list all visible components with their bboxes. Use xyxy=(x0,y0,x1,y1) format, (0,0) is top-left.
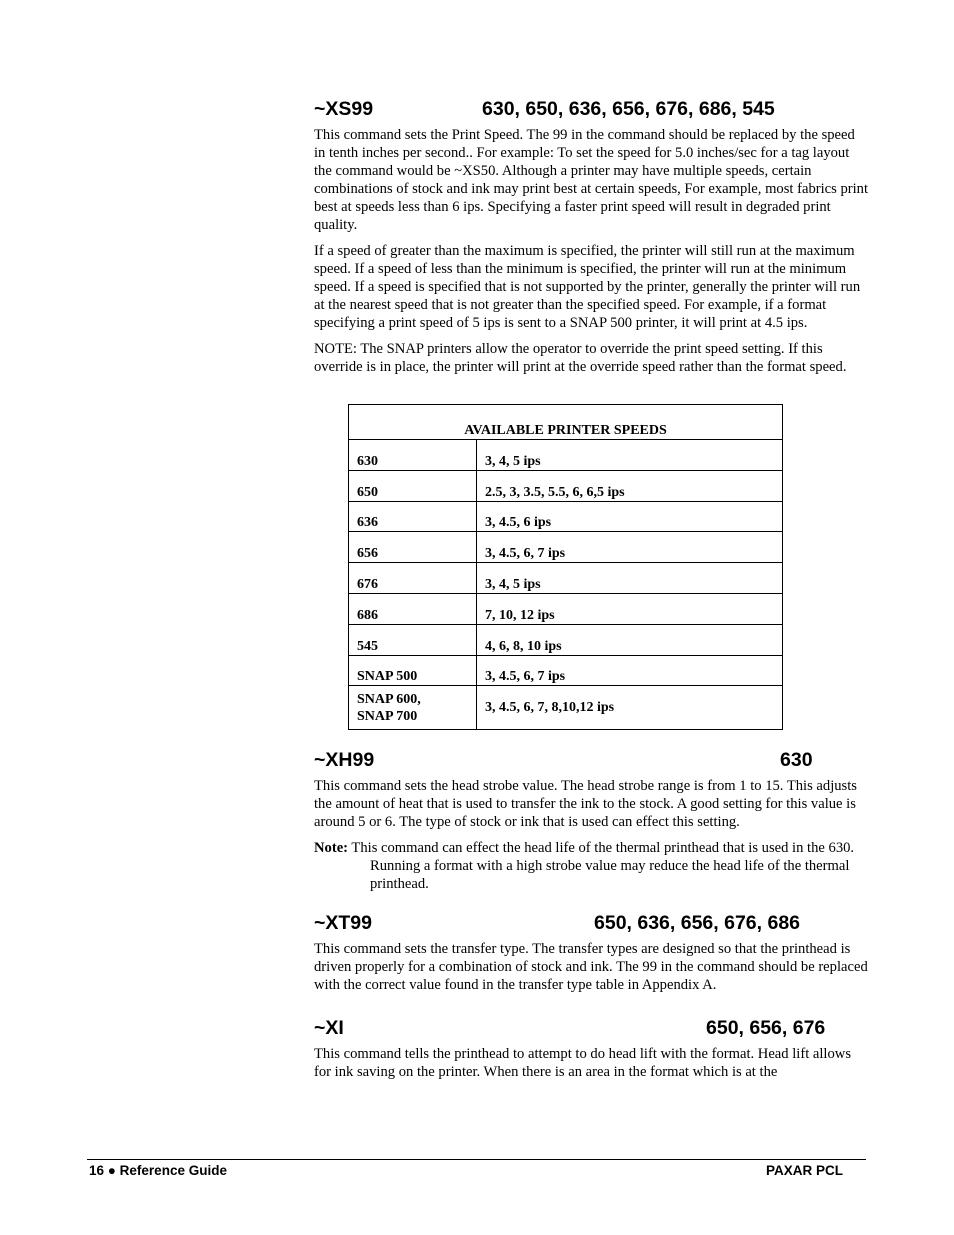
paragraph: This command sets the head strobe value. The head strobe range is from 1 to 15. This adjusts the amount of heat that is used to transfer the ink to the stock. A good setting for this value is around 5 or 6. The type of stock or ink that is used can effect this setting. xyxy=(314,778,857,831)
table-row xyxy=(349,563,783,594)
command-name: ~XH99 xyxy=(314,749,375,772)
supported-models: 630, 650, 636, 656, 676, 686, 545 xyxy=(482,98,775,120)
speeds-cell: 4, 6, 8, 10 ips xyxy=(477,624,783,655)
table-row xyxy=(349,532,783,563)
table-row xyxy=(349,501,783,532)
table-row xyxy=(349,624,783,655)
footer-doc-title: PAXAR PCL xyxy=(766,1163,844,1178)
supported-models: 650, 636, 656, 676, 686 xyxy=(594,912,801,935)
section-heading-xh99 xyxy=(314,746,869,774)
section-heading-xt99 xyxy=(314,909,869,937)
table-title: AVAILABLE PRINTER SPEEDS xyxy=(349,405,783,440)
model-line: SNAP 600, xyxy=(357,691,421,707)
table-row xyxy=(349,655,783,686)
paragraph: This command sets the Print Speed. The 99 in the command should be replaced by the speed in tenth inches per second.. For example: To set the speed for 5.0 inches/sec for a tag layout the command would be ~XS50. Although a printer may have multiple speeds, certain combinations of stock and ink may print best at certain speeds, For example, most fabrics print best at speeds less than 6 ips. Specifying a faster print speed will result in degraded print quality. xyxy=(314,127,869,233)
model-cell: SNAP 500 xyxy=(349,655,477,686)
speeds-cell: 3, 4, 5 ips xyxy=(477,563,783,594)
speeds-cell: 3, 4.5, 6, 7, 8,10,12 ips xyxy=(477,686,783,730)
model-cell: 686 xyxy=(349,593,477,624)
command-name: ~XI xyxy=(314,1017,344,1040)
paragraph: This command tells the printhead to attempt to do head lift with the format. Head lift allows for ink saving on the printer. When there is an area in the format which is at the xyxy=(314,1046,852,1081)
note-text: This command can effect the head life of the thermal printhead that is used in the 630. Running a format with a high strobe value may reduce the head life of the thermal printhead. xyxy=(348,840,855,893)
section-heading-xi xyxy=(314,1014,869,1042)
footer-divider xyxy=(87,1159,866,1160)
speeds-cell: 3, 4.5, 6, 7 ips xyxy=(477,655,783,686)
speeds-cell: 7, 10, 12 ips xyxy=(477,593,783,624)
note-label: Note: xyxy=(314,840,349,857)
paragraph: NOTE: The SNAP printers allow the operator to override the print speed setting. If this override is in place, the printer will print at the override speed rather than the format speed. xyxy=(314,341,847,375)
supported-models: 630 xyxy=(780,749,813,772)
table-row xyxy=(349,440,783,471)
model-cell: 650 xyxy=(349,470,477,501)
printer-speeds-table xyxy=(348,404,783,730)
note xyxy=(314,839,869,893)
model-cell xyxy=(349,686,477,730)
model-cell: 630 xyxy=(349,440,477,471)
model-line: SNAP 700 xyxy=(357,708,418,724)
speeds-cell: 2.5, 3, 3.5, 5.5, 6, 6,5 ips xyxy=(477,470,783,501)
table-row xyxy=(349,593,783,624)
paragraph: This command sets the transfer type. The transfer types are designed so that the printhead is driven properly for a combination of stock and ink. The 99 in the command should be replaced with the correct value found in the transfer type table in Appendix A. xyxy=(314,941,868,994)
footer-page-label: 16 ● Reference Guide xyxy=(89,1163,227,1178)
model-cell: 636 xyxy=(349,501,477,532)
speeds-cell: 3, 4, 5 ips xyxy=(477,440,783,471)
table-row xyxy=(349,470,783,501)
page-content xyxy=(314,95,869,1089)
section-heading-xs99 xyxy=(314,95,869,123)
command-name: ~XS99 xyxy=(314,98,374,120)
model-cell: 676 xyxy=(349,563,477,594)
command-name: ~XT99 xyxy=(314,912,372,935)
supported-models: 650, 656, 676 xyxy=(706,1017,826,1040)
model-cell: 545 xyxy=(349,624,477,655)
speeds-cell: 3, 4.5, 6, 7 ips xyxy=(477,532,783,563)
table-row xyxy=(349,686,783,730)
paragraph: If a speed of greater than the maximum is specified, the printer will still run at the maximum speed. If a speed of less than the minimum is specified, the printer will run at the minimum speed. If a speed is specified that is not supported by the printer, generally the printer will run at the nearest speed that is not greater than the specified speed. For example, if a format specifying a print speed of 5 ips is sent to a SNAP 500 printer, it will print at 4.5 ips. xyxy=(314,243,861,331)
model-cell: 656 xyxy=(349,532,477,563)
speeds-cell: 3, 4.5, 6 ips xyxy=(477,501,783,532)
